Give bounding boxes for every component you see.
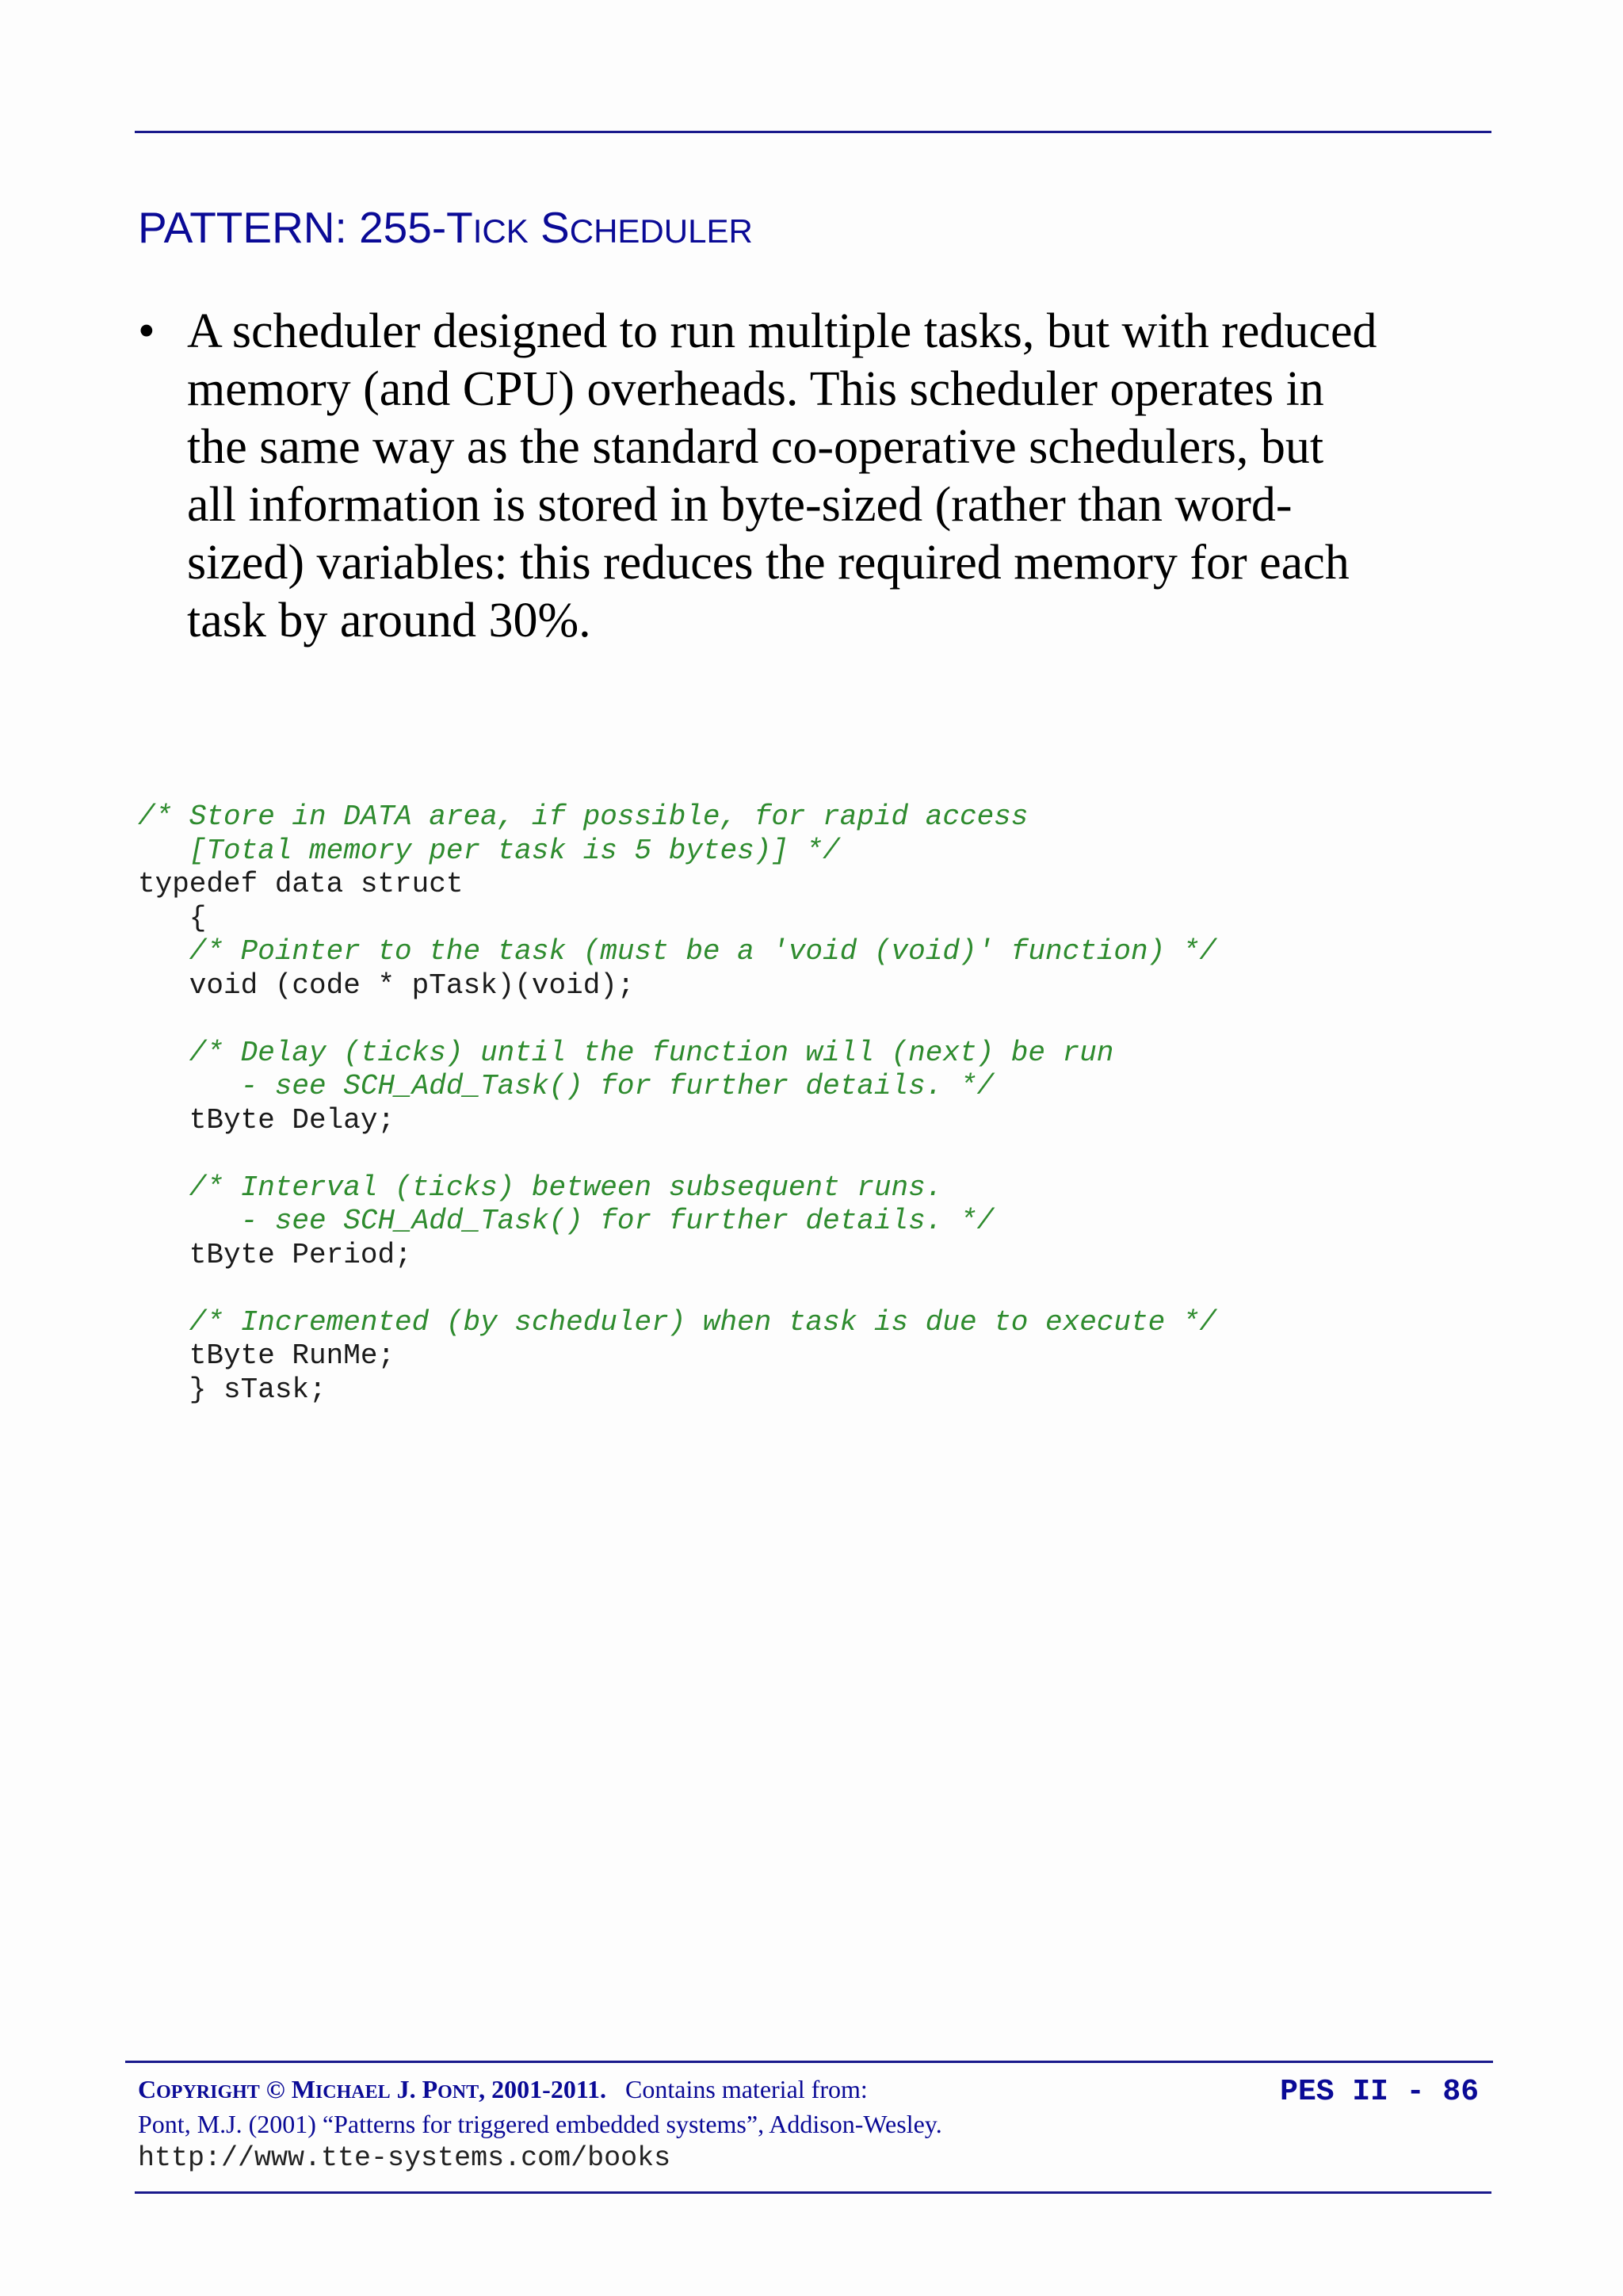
footer-rule-top [125, 2061, 1493, 2063]
code-line [138, 1272, 1216, 1306]
code-comment-line: - see SCH_Add_Task() for further details. */ [138, 1070, 995, 1102]
header-rule [135, 131, 1491, 133]
bullet-item [138, 303, 1406, 650]
code-comment-line: - see SCH_Add_Task() for further details. */ [138, 1205, 995, 1237]
code-line: tByte RunMe; [138, 1339, 395, 1372]
bullet-line: A scheduler designed to run multiple tasks, but with reduced [187, 304, 1377, 358]
code-line: tByte Period; [138, 1238, 412, 1271]
bullet-icon: • [138, 304, 155, 358]
bullet-line: memory (and CPU) overheads. This scheduler operates in [187, 362, 1324, 416]
bullet-text [187, 303, 1406, 650]
code-comment-line: [Total memory per task is 5 bytes)] */ [138, 834, 840, 867]
footer-copyright: COPYRIGHT © MICHAEL J. PONT, 2001-2011. Contains material from: [138, 2075, 868, 2103]
bullet-line: the same way as the standard co-operative schedulers, but [187, 420, 1324, 474]
code-line [138, 1137, 1216, 1171]
footer-contains: Contains material from: [625, 2075, 868, 2103]
code-comment-line: /* Incremented (by scheduler) when task is due to execute */ [138, 1305, 1217, 1339]
code-line: { [138, 901, 207, 934]
code-comment-line: /* Interval (ticks) between subsequent runs. [138, 1171, 943, 1204]
footer-reference: Pont, M.J. (2001) “Patterns for triggered embedded systems”, Addison-Wesley. [138, 2110, 942, 2138]
code-line [138, 1003, 1216, 1037]
code-listing [138, 800, 1216, 1407]
code-line: tByte Delay; [138, 1103, 395, 1137]
code-comment-line: /* Delay (ticks) until the function will (next) be run [138, 1036, 1114, 1069]
code-line: void (code * pTask)(void); [138, 968, 635, 1002]
bullet-line: task by around 30%. [187, 594, 591, 648]
code-line: typedef data struct [138, 868, 464, 900]
bullet-line: sized) variables: this reduces the required memory for each [187, 536, 1350, 590]
footer-rule-bottom [135, 2191, 1491, 2194]
code-comment-line: /* Pointer to the task (must be a 'void (void)' function) */ [138, 935, 1217, 968]
footer-url: http://www.tte-systems.com/books [138, 2142, 671, 2174]
code-line: } sTask; [138, 1373, 327, 1406]
bullet-line: all information is stored in byte-sized (rather than word- [187, 478, 1293, 532]
page-number: PES II - 86 [1280, 2075, 1479, 2109]
code-comment-line: /* Store in DATA area, if possible, for rapid access [138, 800, 1029, 833]
page-title: PATTERN: 255-TICK SCHEDULER [138, 203, 753, 252]
